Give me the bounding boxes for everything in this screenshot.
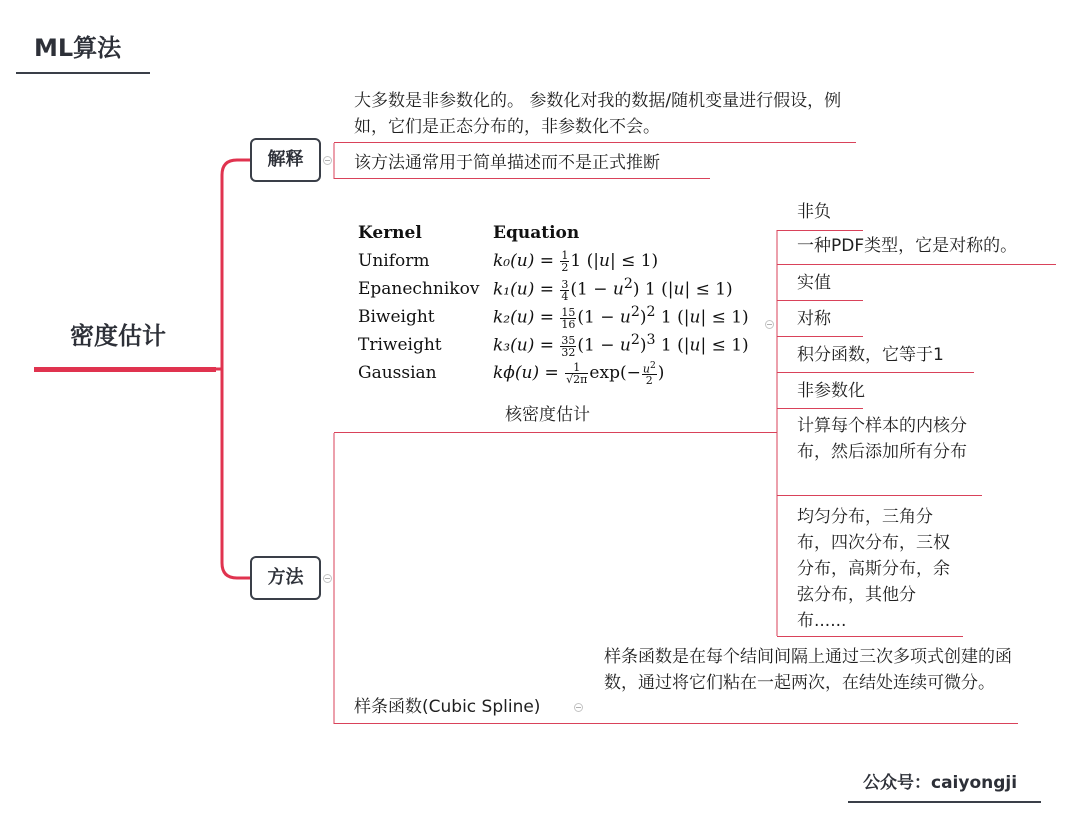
kernel-name: Epanechnikov: [358, 279, 480, 299]
kernel-name: Biweight: [358, 307, 435, 327]
kernel-equation: k₃(u) = $\frac{35}{32}$ $(1 - u^2)^3$ 1 (|u| ≤ 1): [493, 332, 749, 359]
kde-prop-pdf-symmetric: 一种PDF类型，它是对称的。: [797, 236, 1018, 256]
kde-prop-underline: [777, 300, 863, 301]
footer-credit: 公众号：caiyongji: [863, 773, 1018, 793]
explain-item-1: 大多数是非参数化的。 参数化对我的数据/随机变量进行假设，例如，它们是正态分布的，非参数化不会。: [354, 91, 842, 137]
branch-explain-node[interactable]: 解释: [250, 138, 321, 182]
kernel-row-biweight: [358, 303, 749, 331]
footer-underline: [848, 801, 1041, 803]
kde-prop-distributions: 均匀分布，三角分布，四次分布，三权分布，高斯分布，余弦分布，其他分布......: [797, 507, 950, 631]
spline-description: 样条函数是在每个结间间隔上通过三次多项式创建的函数，通过将它们粘在一起两次，在结处连续可微分。: [604, 647, 1012, 693]
root-node-label[interactable]: 密度估计: [70, 322, 166, 350]
spline-underline: [334, 723, 1018, 724]
collapse-method-icon[interactable]: [323, 574, 332, 583]
kernel-equation: k₀(u) = $\frac{1}{2}$ 1 (|u| ≤ 1): [493, 248, 659, 274]
kde-prop-underline: [777, 408, 863, 409]
kde-prop-compute-kernel: 计算每个样本的内核分布，然后添加所有分布: [797, 416, 967, 462]
kernel-equation: k₂(u) = $\frac{15}{16}$ $(1 - u^2)^2$ 1 (|u| ≤ 1): [493, 304, 749, 331]
collapse-spline-icon[interactable]: [574, 703, 583, 712]
connector-explain: [222, 160, 250, 369]
kernel-row-gaussian: [358, 359, 749, 387]
kde-prop-symmetric: 对称: [797, 309, 831, 329]
connector-method: [222, 369, 250, 578]
kde-prop-underline: [777, 636, 963, 637]
kde-prop-underline: [777, 336, 863, 337]
kde-prop-underline: [777, 230, 863, 231]
collapse-explain-icon[interactable]: [323, 156, 332, 165]
explain-item-2-underline: [334, 178, 710, 179]
kernel-row-uniform: [358, 247, 749, 275]
kde-prop-underline: [777, 264, 1056, 265]
page-title: ML算法: [34, 34, 122, 62]
kernel-equation: k₁(u) = $\frac{3}{4}$ $(1 - u^2)$ 1 (|u| ≤ 1): [493, 276, 733, 303]
kernel-equation-table: [358, 219, 749, 387]
kde-underline: [334, 432, 777, 433]
kde-prop-real-valued: 实值: [797, 273, 831, 293]
kernel-name: Uniform: [358, 251, 430, 271]
kernel-name: Gaussian: [358, 363, 437, 383]
kernel-table-header: [358, 219, 749, 247]
spline-label: 样条函数(Cubic Spline): [354, 697, 541, 717]
kernel-equation: kϕ(u) = $\frac{1}{√2\pi}$ exp(− $\frac{u^2}{2}$ ): [493, 359, 665, 388]
equation-column-header: Equation: [493, 223, 580, 243]
kernel-row-epanechnikov: [358, 275, 749, 303]
kernel-row-triweight: [358, 331, 749, 359]
kde-prop-underline: [777, 372, 974, 373]
kde-prop-underline: [777, 495, 982, 496]
kde-prop-nonnegative: 非负: [797, 202, 831, 222]
collapse-kde-icon[interactable]: [765, 320, 774, 329]
kde-caption: 核密度估计: [505, 405, 590, 425]
root-node-underline: [34, 367, 216, 372]
kernel-name: Triweight: [358, 335, 442, 355]
kernel-column-header: Kernel: [358, 223, 422, 243]
kde-prop-nonparametric: 非参数化: [797, 381, 865, 401]
explain-item-1-underline: [334, 142, 856, 143]
branch-method-node[interactable]: 方法: [250, 556, 321, 600]
kde-prop-integral-one: 积分函数，它等于1: [797, 345, 944, 365]
explain-item-2: 该方法通常用于简单描述而不是正式推断: [354, 153, 660, 173]
